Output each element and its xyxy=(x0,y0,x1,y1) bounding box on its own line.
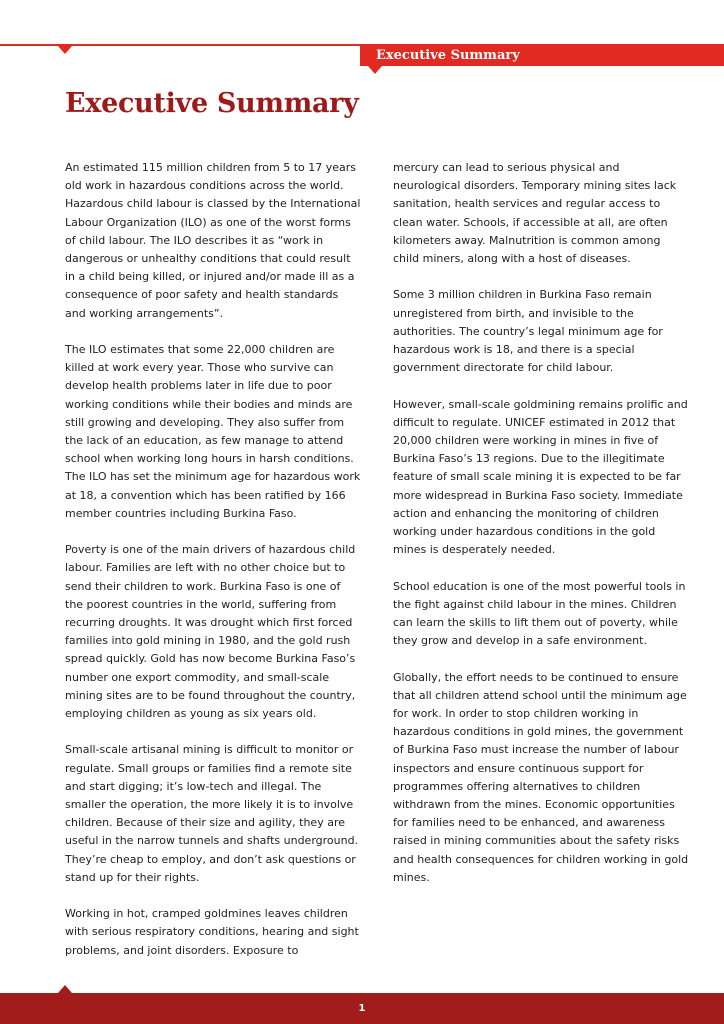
right-column xyxy=(393,159,689,905)
paragraph: An estimated 115 million children from 5 to 17 years old work in hazardous conditions across the world. Hazardous child labour is classed by the International Labour Organization (ILO) as one of the worst forms of child labour. The ILO describes it as “work in dangerous or unhealthy conditions that could result in a child being killed, or injured and/or made ill as a consequence of poor safety and health standards and working arrangements”. xyxy=(65,161,361,320)
footer-notch-marker xyxy=(58,985,72,993)
paragraph: Poverty is one of the main drivers of hazardous child labour. Families are left with no other choice but to send their children to work. Burkina Faso is one of the poorest countries in the world, suffering from recurring droughts. It was drought which first forced families into gold mining in 1980, and the gold rush spread quickly. Gold has now become Burkina Faso’s number one export commodity, and small-scale mining sites are to be found throughout the country, employing children as young as six years old. xyxy=(65,543,356,721)
paragraph: Working in hot, cramped goldmines leaves children with serious respiratory conditions, hearing and sight problems, and joint disorders. Exposure to xyxy=(65,907,359,957)
page-title: Executive Summary xyxy=(65,88,359,119)
paragraph: However, small-scale goldmining remains prolific and difficult to regulate. UNICEF estimated in 2012 that 20,000 children were working in mines in five of Burkina Faso’s 13 regions. Due to the illegitimate feature of small scale mining it is expected to be far more widespread in Burkina Faso society. Immediate action and enhancing the monitoring of children working under hazardous conditions in the gold mines is desperately needed. xyxy=(393,397,688,557)
page-number: 1 xyxy=(358,1003,366,1014)
section-tab-notch xyxy=(368,66,382,74)
footer-bar xyxy=(0,993,724,1024)
paragraph: School education is one of the most powerful tools in the fight against child labour in the mines. Children can learn the skills to lift them out of poverty, while they grow and develop in a safe environment. xyxy=(393,579,686,648)
paragraph: The ILO estimates that some 22,000 children are killed at work every year. Those who survive can develop health problems later in life due to poor working conditions while their bodies and minds are still growing and developing. They also suffer from the lack of an education, as few manage to attend school when working long hours in harsh conditions. The ILO has set the minimum age for hazardous work at 18, a convention which has been ratified by 166 member countries including Burkina Faso. xyxy=(65,343,361,520)
paragraph: Small-scale artisanal mining is difficult to monitor or regulate. Small groups or families find a remote site and start digging; it’s low-tech and illegal. The smaller the operation, the more likely it is to involve children. Because of their size and agility, they are useful in the narrow tunnels and shafts underground. They’re cheap to employ, and don’t ask questions or stand up for their rights. xyxy=(65,743,359,884)
paragraph: Some 3 million children in Burkina Faso remain unregistered from birth, and invisible to the authorities. The country’s legal minimum age for hazardous work is 18, and there is a special government directorate for child labour. xyxy=(393,288,663,375)
paragraph: mercury can lead to serious physical and neurological disorders. Temporary mining sites lack sanitation, health services and regular access to clean water. Schools, if accessible at all, are often kilometers away. Malnutrition is common among child miners, along with a host of diseases. xyxy=(393,161,677,266)
left-column xyxy=(65,159,361,978)
section-tab: Executive Summary xyxy=(360,46,724,66)
paragraph: Globally, the effort needs to be continued to ensure that all children attend school until the minimum age for work. In order to stop children working in hazardous conditions in gold mines, the government of Burkina Faso must increase the number of labour inspectors and ensure continuous support for programmes offering alternatives to children withdrawn from the mines. Economic opportunities for families need to be enhanced, and awareness raised in mining communities about the safety risks and health consequences for children working in gold mines. xyxy=(393,670,689,884)
header-notch-marker xyxy=(58,46,72,54)
